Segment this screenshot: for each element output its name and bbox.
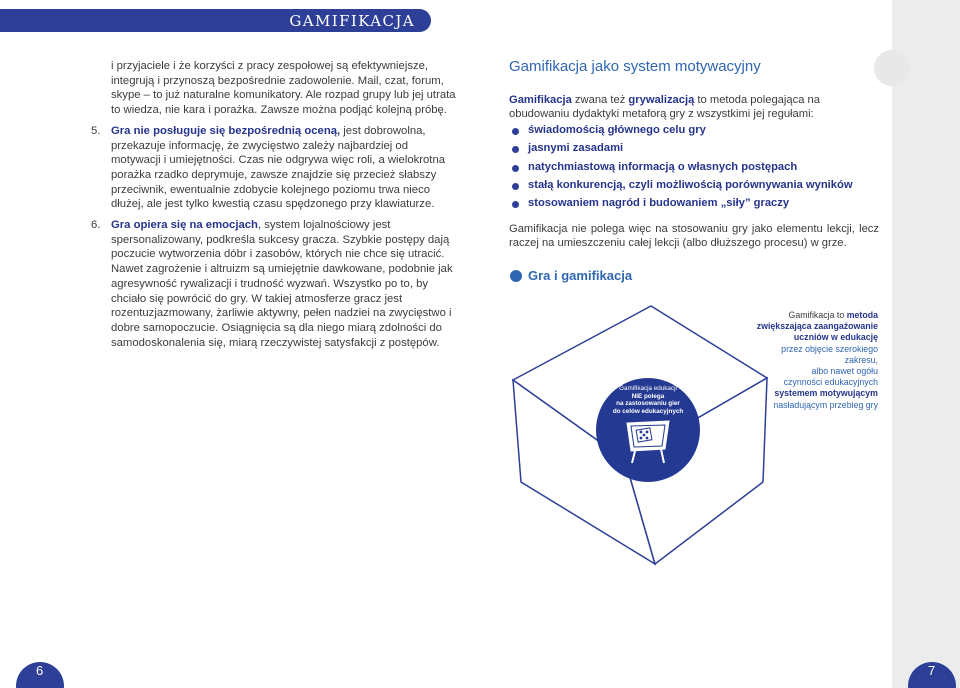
note-highlight: uczniów w edukację: [793, 332, 878, 343]
right-margin: [892, 0, 960, 688]
page-edge-tab: [874, 50, 910, 86]
item-bold-lead: Gra opiera się na emocjach: [111, 219, 258, 232]
bullet-text: świadomością głównego celu gry: [528, 124, 706, 136]
circle-icon: [510, 270, 522, 282]
note-highlight: zwiększająca zaangażowanie: [756, 321, 878, 332]
intro-text-rest: to metoda polegająca na obudowaniu dydaktyki metaforą gry z wszystkimi jej regułami:: [509, 94, 820, 120]
board-game-icon: [619, 417, 677, 465]
list-item: [512, 179, 853, 197]
item-number: 6.: [91, 219, 101, 232]
bullet-text: stałą konkurencją, czyli możliwością porównywania wyników: [528, 178, 853, 191]
note-highlight: systemem motywującym: [774, 388, 878, 399]
item-text: jest dobrowolna, przekazuje informację, że zwycięstwo zależy najbardziej od motywacji i umiejętności. Czas nie odgrywa więc roli, a wielokrotna porażka rzadko deprymuje, zawsze znajdzie się przecież słabszy przeciwnik, ewentualnie zdobycie kolejnego poziomu trwa nieco dłużej, ale jest tylko kwestią czasu spędzonego przy klawiaturze.: [111, 124, 446, 211]
item-text: , system lojalnościowy jest spersonalizowany, podkreśla sukcesy gracza. Szybkie postępy dają poczucie wytworzenia dóbr i zasobów, których nie chce się utracić. Nawet zagrożenie i altruizm są umiejętnie dawkowane, podobnie jak agresywność rywalizacji i trudność wyzwań. Wszystko po to, by chciało się powrócić do gry. W takiej atmosferze gracz jest rozentuzjazmowany, żarliwie aktywny, pełen nadziei na zwycięstwo i dobre samopoczucie. Osiągnięcia są dla niego miarą zdolności do samodoskonalenia się, miarą rzeczywistej satysfakcji z postępów.: [111, 219, 453, 349]
bullet-icon: [512, 201, 519, 208]
rules-list: [512, 124, 853, 215]
game-education-badge: [596, 378, 700, 482]
item-bold-lead: Gra nie posługuje się bezpośrednią oceną,: [111, 124, 341, 137]
term-gamifikacja: Gamifikacja: [509, 94, 572, 106]
bullet-icon: [512, 183, 519, 190]
bullet-text: jasnymi zasadami: [528, 142, 624, 155]
list-item: [512, 161, 853, 179]
badge-line: Gamifikacja edukacji: [619, 385, 677, 392]
bullet-text: stosowaniem nagród i budowaniem „siły” graczy: [528, 197, 790, 210]
section-heading: Gamifikacja jako system motywacyjny: [509, 58, 761, 75]
intro-text: zwana też: [571, 94, 629, 106]
badge-line: NIE polega: [631, 392, 665, 400]
bullet-text: natychmiastową informacją o własnych postępach: [528, 160, 798, 173]
subheading-text: Gra i gamifikacja: [528, 268, 633, 283]
explanation-paragraph: Gamifikacja nie polega więc na stosowaniu gry jako elementu lekcji, lecz raczej na umieszczeniu całej lekcji (albo dłuższego procesu) w grze.: [509, 223, 879, 249]
page-number-left: 6: [36, 663, 44, 678]
bullet-icon: [512, 128, 519, 135]
page-number-right: 7: [928, 663, 936, 678]
left-column: [91, 59, 456, 350]
note-text: albo nawet ogółu: [811, 366, 878, 377]
list-item: [512, 142, 853, 160]
note-highlight: metoda: [846, 310, 878, 320]
note-text: przez objęcie szerokiego zakresu,: [781, 343, 878, 365]
gamification-definition-note: [748, 310, 878, 411]
list-item: [512, 197, 853, 215]
item-number: 5.: [91, 124, 101, 137]
bullet-icon: [512, 146, 519, 153]
note-text: Gamifikacja to: [788, 310, 847, 320]
section-banner: [0, 9, 431, 32]
badge-line: do celów edukacyjnych: [612, 407, 684, 415]
badge-line: na zastosowaniu gier: [616, 400, 680, 408]
list-item-6: [91, 218, 456, 350]
term-grywalizacja: grywalizacją: [628, 94, 695, 106]
list-item: [512, 124, 853, 142]
subheading: [510, 268, 632, 283]
intro-definition: [509, 93, 879, 121]
bullet-icon: [512, 165, 519, 172]
intro-paragraph: i przyjaciele i że korzyści z pracy zespołowej są efektywniejsze, integrują i przynoszą bezpośrednie zadowolenie. Mail, czat, forum, skype – to już naturalne komunikatory. Ale rozpad grupy lub jej utrata to wiedza, nie kara i porażka. Zawsze można podjąć kolejną próbę.: [111, 60, 456, 117]
badge-text: [600, 385, 696, 415]
note-text: czynności edukacyjnych: [783, 377, 878, 388]
list-item-5: [91, 124, 456, 212]
note-text: nasładującym przebieg gry: [773, 399, 878, 410]
banner-title: GAMIFIKACJA: [289, 12, 415, 30]
